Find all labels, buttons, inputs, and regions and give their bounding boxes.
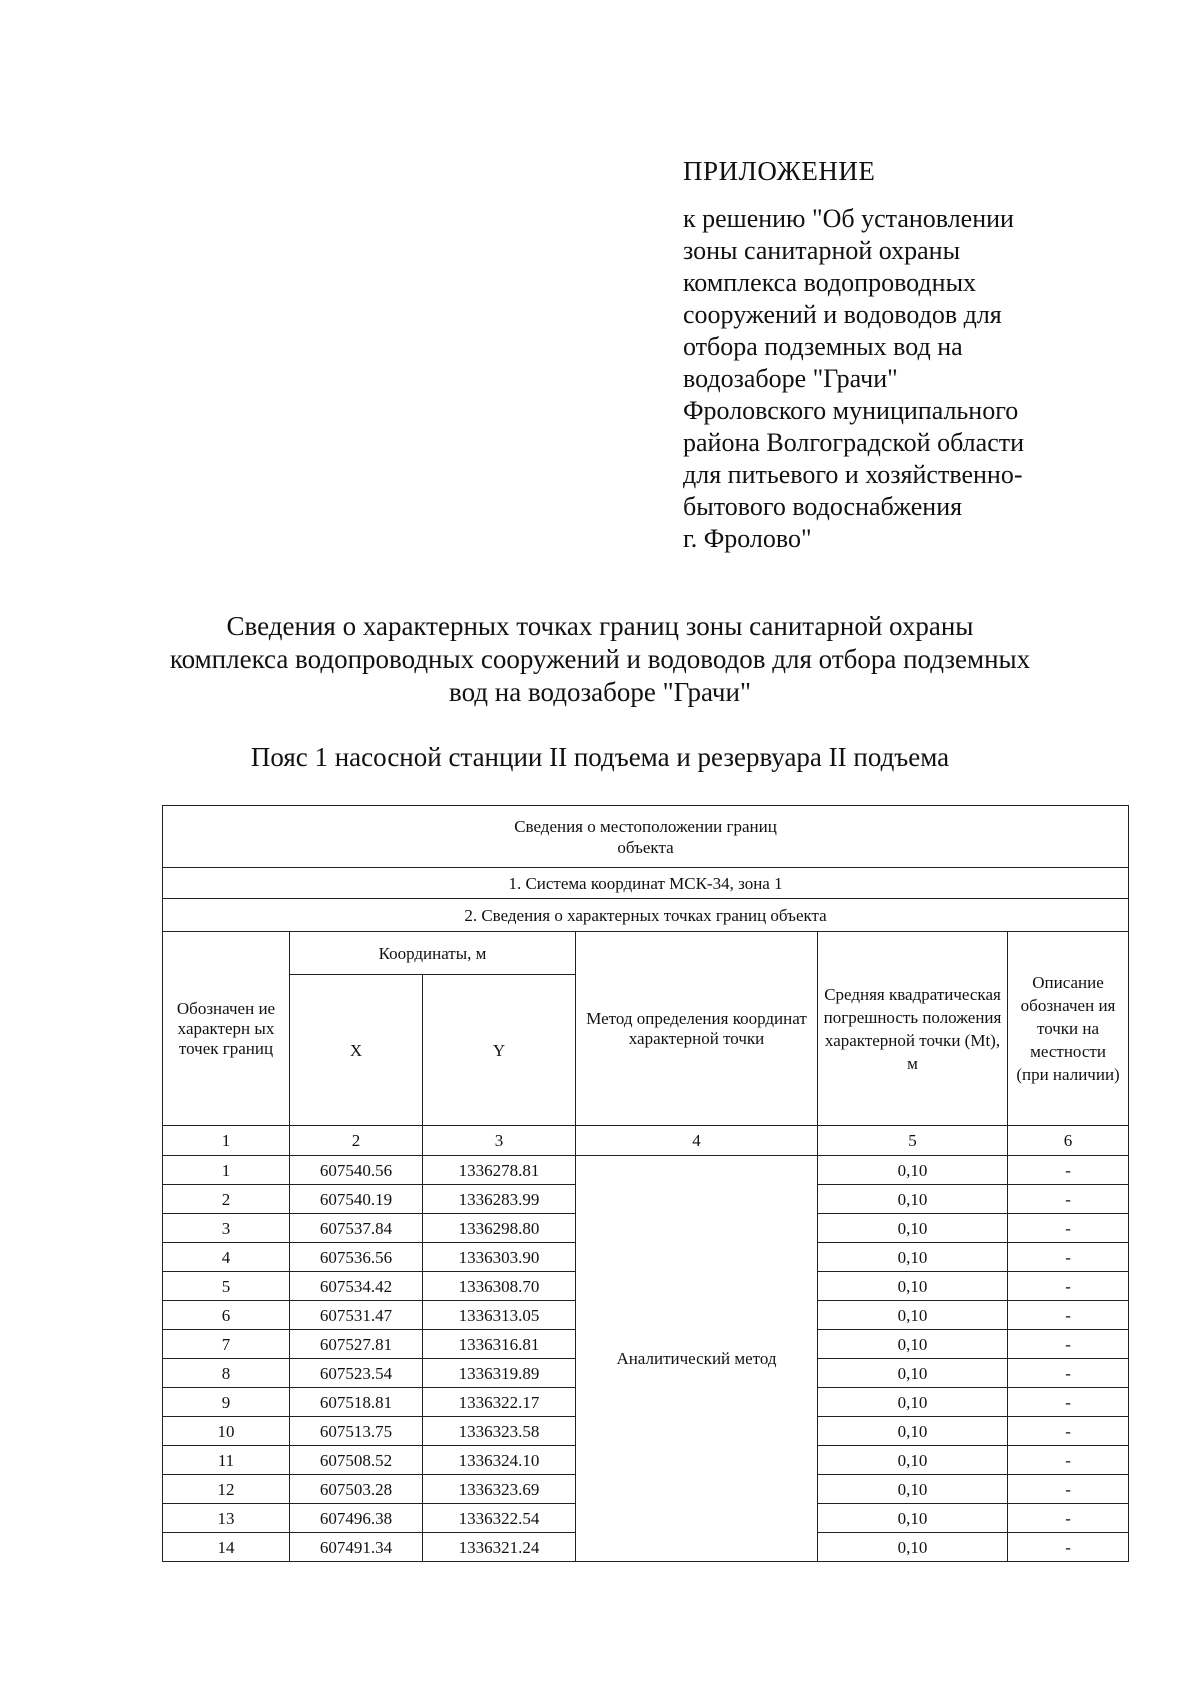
header-row <box>163 806 1129 868</box>
table-row <box>163 1156 1129 1185</box>
y-coordinate: 1336313.05 <box>423 1301 576 1330</box>
point-number: 6 <box>163 1301 290 1330</box>
column-number: 5 <box>818 1126 1008 1156</box>
appendix-line: для питьевого и хозяйственно- <box>683 460 1023 489</box>
description-column-header: Описание обозначен ия точки на местности (при наличии) <box>1008 932 1129 1126</box>
appendix-line: водозаборе "Грачи" <box>683 364 898 393</box>
coordinates-column-header: Координаты, м <box>290 932 576 975</box>
x-column-header: X <box>290 975 423 1126</box>
point-number: 13 <box>163 1504 290 1533</box>
y-coordinate: 1336323.58 <box>423 1417 576 1446</box>
x-coordinate: 607540.19 <box>290 1185 423 1214</box>
y-column-header: Y <box>423 975 576 1126</box>
error-value: 0,10 <box>818 1301 1008 1330</box>
designation-column-header: Обозначен ие характерн ых точек границ <box>163 932 290 1126</box>
x-coordinate: 607503.28 <box>290 1475 423 1504</box>
header-row <box>163 932 1129 975</box>
location-info-header <box>163 806 1129 868</box>
x-coordinate: 607534.42 <box>290 1272 423 1301</box>
y-coordinate: 1336303.90 <box>423 1243 576 1272</box>
x-coordinate: 607540.56 <box>290 1156 423 1185</box>
appendix-line: района Волгоградской области <box>683 428 1025 457</box>
error-value: 0,10 <box>818 1272 1008 1301</box>
appendix-line: комплекса водопроводных <box>683 268 977 297</box>
column-number: 2 <box>290 1126 423 1156</box>
location-info-line: Сведения о местоположении границ <box>514 816 777 836</box>
x-coordinate: 607496.38 <box>290 1504 423 1533</box>
x-coordinate: 607523.54 <box>290 1359 423 1388</box>
y-coordinate: 1336321.24 <box>423 1533 576 1562</box>
error-value: 0,10 <box>818 1504 1008 1533</box>
x-coordinate: 607527.81 <box>290 1330 423 1359</box>
method-cell: Аналитический метод <box>576 1156 818 1562</box>
description-value: - <box>1008 1330 1129 1359</box>
column-number-row <box>163 1126 1129 1156</box>
error-value: 0,10 <box>818 1359 1008 1388</box>
header-row <box>163 868 1129 899</box>
description-value: - <box>1008 1359 1129 1388</box>
error-value: 0,10 <box>818 1475 1008 1504</box>
title-line: вод на водозаборе "Грачи" <box>449 677 751 707</box>
point-number: 2 <box>163 1185 290 1214</box>
appendix-line: г. Фролово" <box>683 524 812 553</box>
description-value: - <box>1008 1156 1129 1185</box>
belt-subtitle: Пояс 1 насосной станции II подъема и резервуара II подъема <box>250 742 950 772</box>
description-value: - <box>1008 1533 1129 1562</box>
description-value: - <box>1008 1243 1129 1272</box>
appendix-line: Фроловского муниципального <box>683 396 1019 425</box>
x-coordinate: 607537.84 <box>290 1214 423 1243</box>
header-row <box>163 899 1129 932</box>
description-value: - <box>1008 1475 1129 1504</box>
description-value: - <box>1008 1504 1129 1533</box>
y-coordinate: 1336283.99 <box>423 1185 576 1214</box>
appendix-line: бытового водоснабжения <box>683 492 963 521</box>
description-value: - <box>1008 1417 1129 1446</box>
point-number: 11 <box>163 1446 290 1475</box>
appendix-line: отбора подземных вод на <box>683 332 963 361</box>
boundary-points-table <box>162 805 1129 1562</box>
point-number: 1 <box>163 1156 290 1185</box>
location-info-line: объекта <box>617 837 674 857</box>
y-coordinate: 1336322.17 <box>423 1388 576 1417</box>
error-value: 0,10 <box>818 1533 1008 1562</box>
points-info-header: 2. Сведения о характерных точках границ объекта <box>163 899 1129 932</box>
x-coordinate: 607513.75 <box>290 1417 423 1446</box>
description-value: - <box>1008 1388 1129 1417</box>
x-coordinate: 607518.81 <box>290 1388 423 1417</box>
point-number: 3 <box>163 1214 290 1243</box>
point-number: 8 <box>163 1359 290 1388</box>
method-column-header: Метод определения координат характерной точки <box>576 932 818 1126</box>
description-value: - <box>1008 1446 1129 1475</box>
y-coordinate: 1336324.10 <box>423 1446 576 1475</box>
error-value: 0,10 <box>818 1156 1008 1185</box>
error-value: 0,10 <box>818 1388 1008 1417</box>
description-value: - <box>1008 1301 1129 1330</box>
description-value: - <box>1008 1214 1129 1243</box>
title-line: Сведения о характерных точках границ зоны санитарной охраны <box>226 611 974 641</box>
description-value: - <box>1008 1272 1129 1301</box>
appendix-heading: ПРИЛОЖЕНИЕ <box>683 156 876 186</box>
y-coordinate: 1336308.70 <box>423 1272 576 1301</box>
appendix-block <box>683 155 1143 555</box>
y-coordinate: 1336278.81 <box>423 1156 576 1185</box>
point-number: 10 <box>163 1417 290 1446</box>
y-coordinate: 1336316.81 <box>423 1330 576 1359</box>
y-coordinate: 1336322.54 <box>423 1504 576 1533</box>
point-number: 14 <box>163 1533 290 1562</box>
column-number: 3 <box>423 1126 576 1156</box>
x-coordinate: 607491.34 <box>290 1533 423 1562</box>
appendix-line: сооружений и водоводов для <box>683 300 1002 329</box>
column-number: 4 <box>576 1126 818 1156</box>
y-coordinate: 1336323.69 <box>423 1475 576 1504</box>
point-number: 9 <box>163 1388 290 1417</box>
error-value: 0,10 <box>818 1185 1008 1214</box>
appendix-line: к решению "Об установлении <box>683 204 1014 233</box>
point-number: 12 <box>163 1475 290 1504</box>
error-column-header: Средняя квадратическая погрешность положения характерной точки (Mt), м <box>818 932 1008 1126</box>
error-value: 0,10 <box>818 1330 1008 1359</box>
x-coordinate: 607531.47 <box>290 1301 423 1330</box>
y-coordinate: 1336319.89 <box>423 1359 576 1388</box>
point-number: 5 <box>163 1272 290 1301</box>
y-coordinate: 1336298.80 <box>423 1214 576 1243</box>
error-value: 0,10 <box>818 1417 1008 1446</box>
description-value: - <box>1008 1185 1129 1214</box>
point-number: 7 <box>163 1330 290 1359</box>
point-number: 4 <box>163 1243 290 1272</box>
error-value: 0,10 <box>818 1214 1008 1243</box>
x-coordinate: 607536.56 <box>290 1243 423 1272</box>
coord-system-header: 1. Система координат МСК-34, зона 1 <box>163 868 1129 899</box>
appendix-line: зоны санитарной охраны <box>683 236 961 265</box>
error-value: 0,10 <box>818 1446 1008 1475</box>
column-number: 6 <box>1008 1126 1129 1156</box>
x-coordinate: 607508.52 <box>290 1446 423 1475</box>
document-title <box>100 610 1100 709</box>
title-line: комплекса водопроводных сооружений и водоводов для отбора подземных <box>169 644 1031 674</box>
column-number: 1 <box>163 1126 290 1156</box>
error-value: 0,10 <box>818 1243 1008 1272</box>
